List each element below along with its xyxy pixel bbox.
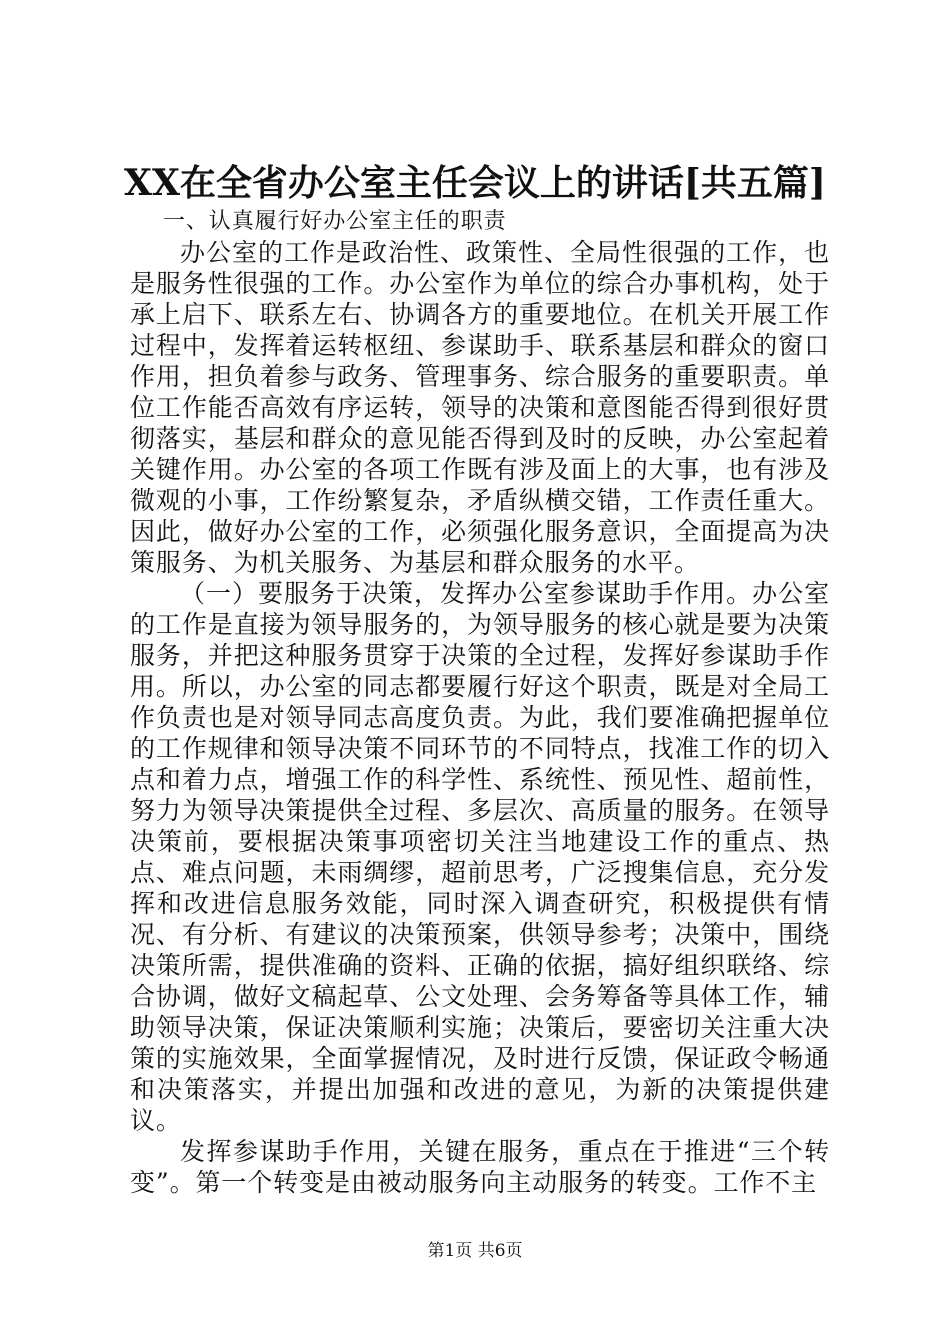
page-number: 第1页 共6页 (427, 1241, 523, 1261)
paragraph: （一）要服务于决策，发挥办公室参谋助手作用。办公室的工作是直接为领导服务的，为领导服务的核心就是要为决策服务，并把这种服务贯穿于决策的全过程，发挥好参谋助手作用。所以，办公室的同志都要履行好这个职责，既是对全局工作负责也是对领导同志高度负责。为此，我们要准确把握单位的工作规律和领导决策不同环节的不同特点，找准工作的切入点和着力点，增强工作的科学性、系统性、预见性、超前性，努力为领导决策提供全过程、多层次、高质量的服务。在领导决策前，要根据决策事项密切关注当地建设工作的重点、热点、难点问题，未雨绸缪，超前思考，广泛搜集信息，充分发挥和改进信息服务效能，同时深入调查研究，积极提供有情况、有分析、有建议的决策预案，供领导参考；决策中，围绕决策所需，提供准确的资料、正确的依据，搞好组织联络、综合协调，做好文稿起草、公文处理、会务筹备等具体工作，辅助领导决策，保证决策顺利实施；决策后，要密切关注重大决策的实施效果，全面掌握情况，及时进行反馈，保证政令畅通和决策落实，并提出加强和改进的意见，为新的决策提供建议。 (130, 579, 830, 1135)
paragraph: 办公室的工作是政治性、政策性、全局性很强的工作，也是服务性很强的工作。办公室作为单位的综合办事机构，处于承上启下、联系左右、协调各方的重要地位。在机关开展工作过程中，发挥着运转枢纽、参谋助手、联系基层和群众的窗口作用，担负着参与政务、管理事务、综合服务的重要职责。单位工作能否高效有序运转，领导的决策和意图能否得到很好贯彻落实，基层和群众的意见能否得到及时的反映，办公室起着关键作用。办公室的各项工作既有涉及面上的大事，也有涉及微观的小事，工作纷繁复杂，矛盾纵横交错，工作责任重大。因此，做好办公室的工作，必须强化服务意识，全面提高为决策服务、为机关服务、为基层和群众服务的水平。 (130, 238, 830, 577)
document-title: XX在全省办公室主任会议上的讲话[共五篇] (124, 162, 826, 204)
paragraph: 发挥参谋助手作用，关键在服务，重点在于推进“三个转变”。第一个转变是由被动服务向主动服务的转变。工作不主 (130, 1137, 830, 1197)
section-heading: 一、认真履行好办公室主任的职责 (163, 209, 507, 234)
document-body (130, 206, 830, 1198)
